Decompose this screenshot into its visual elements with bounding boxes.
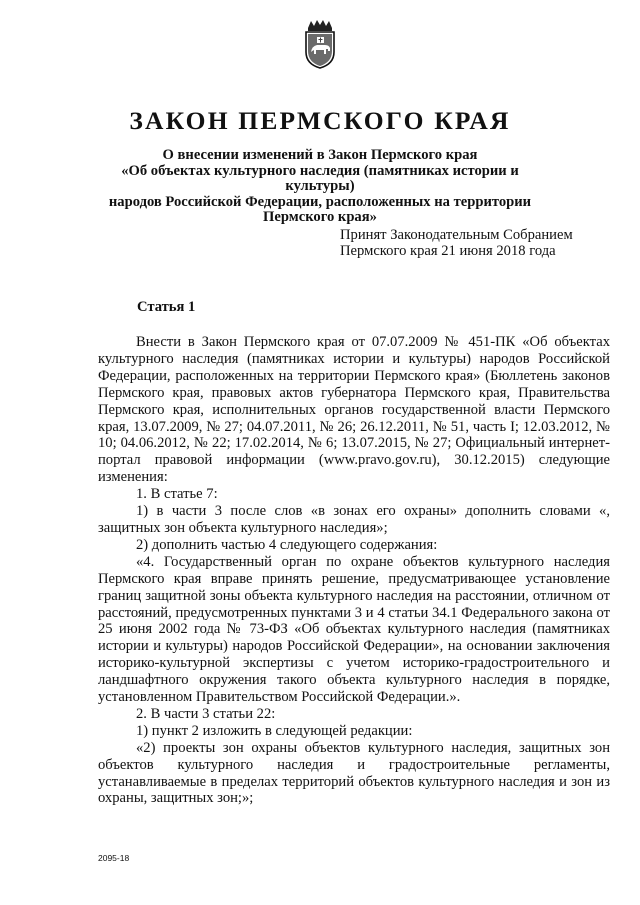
subtitle-line: Пермского края» [263,209,377,225]
paragraph: 1. В статье 7: [136,486,218,503]
article-body [98,334,610,807]
adoption-line: Пермского края 21 июня 2018 года [340,242,556,259]
adoption-note [340,228,630,259]
subtitle-line: народов Российской Федерации, расположенных на территории [108,193,532,210]
paragraph: Внести в Закон Пермского края от 07.07.2009 № 451-ПК «Об объектах культурного наследия (памятниках истории и культуры) народов Российской Федерации, расположенных на территории Пермского края» (Бюллетень законов Пермского края, правовых актов губернатора Пермского края, Правительства Пермского края, исполнительных органов государственной власти Пермского края, 13.07.2009, № 27; 04.07.2011, № 26; 26.12.2011, № 51, часть I; 12.03.2012, № 10; 04.06.2012, № 22; 17.02.2014, № 6; 13.07.2015, № 27; Официальный интернет-портал правовой информации (www.pravo.gov.ru), 30.12.2015) следующие изменения: [98,334,610,486]
paragraph: 1) пункт 2 изложить в следующей редакции: [136,722,413,739]
paragraph: 2) дополнить частью 4 следующего содержания: [136,536,438,553]
paragraph: 2. В части 3 статьи 22: [136,705,276,722]
perm-krai-coat-of-arms-icon [302,18,338,70]
article-heading: Статья 1 [137,299,196,315]
subtitle-line: «Об объектах культурного наследия (памятниках истории и культуры) [121,162,519,194]
paragraph: «2) проекты зон охраны объектов культурного наследия, защитных зон объектов культурного наследия и градостроительные регламенты, устанавливаемые в пределах территорий объектов культурного наследия и зон из охраны, защитных зон;»; [98,739,610,807]
paragraph: «4. Государственный орган по охране объектов культурного наследия Пермского края вправе принять решение, предусматривающее установление границ защитной зоны объекта культурного наследия на расстоянии, отличном от расстояний, предусмотренных пунктами 3 и 4 статьи 34.1 Федерального закона от 25 июня 2002 года № 73-ФЗ «Об объектах культурного наследия (памятниках истории и культуры) народов Российской Федерации», на основании заключения историко-культурной экспертизы с учетом историко-градостроительного и ландшафтного окружения такого объекта культурного наследия в порядке, установленном Правительством Российской Федерации.». [98,553,610,706]
document-code: 2095-18 [98,853,130,863]
adoption-line: Принят Законодательным Собранием [340,227,573,243]
subtitle-line: О внесении изменений в Закон Пермского края [162,147,478,163]
paragraph: 1) в части 3 после слов «в зонах его охраны» дополнить словами «, защитных зон объекта культурного наследия»; [98,503,610,536]
law-title: ЗАКОН ПЕРМСКОГО КРАЯ [129,106,511,135]
law-subtitle [90,148,550,226]
